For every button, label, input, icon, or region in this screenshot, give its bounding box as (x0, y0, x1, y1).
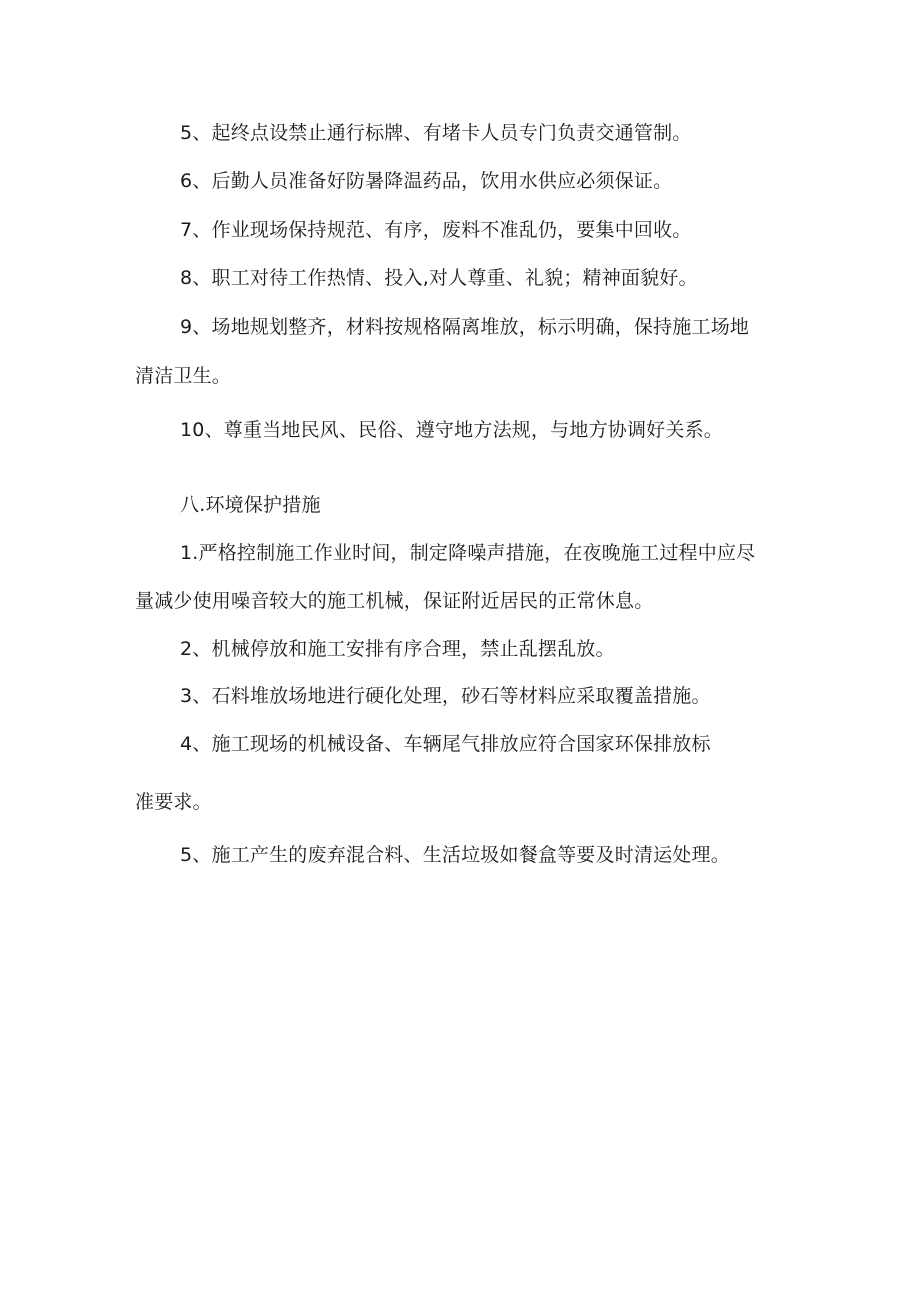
env-item-3: 3、石料堆放场地进行硬化处理，砂石等材料应采取覆盖措施。 (180, 685, 711, 707)
paragraph-item-9-line-2: 清洁卫生。 (135, 365, 232, 387)
paragraph-item-7: 7、作业现场保持规范、有序，废料不准乱仍，要集中回收。 (180, 219, 692, 241)
paragraph-item-5: 5、起终点设禁止通行标牌、有堵卡人员专门负责交通管制。 (180, 122, 692, 144)
env-item-1-line-1: 1.严格控制施工作业时间，制定降噪声措施，在夜晚施工过程中应尽 (180, 542, 756, 564)
section-heading: 八.环境保护措施 (180, 494, 321, 516)
env-item-2: 2、机械停放和施工安排有序合理，禁止乱摆乱放。 (180, 638, 615, 660)
env-item-1-line-2: 量减少使用噪音较大的施工机械，保证附近居民的正常休息。 (135, 590, 654, 612)
paragraph-item-8: 8、职工对待工作热情、投入,对人尊重、礼貌；精神面貌好。 (180, 267, 698, 289)
env-item-4-line-2: 准要求。 (135, 791, 212, 813)
paragraph-item-9-line-1: 9、场地规划整齐，材料按规格隔离堆放，标示明确，保持施工场地 (180, 316, 750, 338)
env-item-5: 5、施工产生的废弃混合料、生活垃圾如餐盒等要及时清运处理。 (180, 844, 730, 866)
paragraph-item-6: 6、后勤人员准备好防暑降温药品，饮用水供应必须保证。 (180, 170, 673, 192)
env-item-4-line-1: 4、施工现场的机械设备、车辆尾气排放应符合国家环保排放标 (180, 733, 711, 755)
paragraph-item-10: 10、尊重当地民风、民俗、遵守地方法规，与地方协调好关系。 (180, 419, 723, 441)
